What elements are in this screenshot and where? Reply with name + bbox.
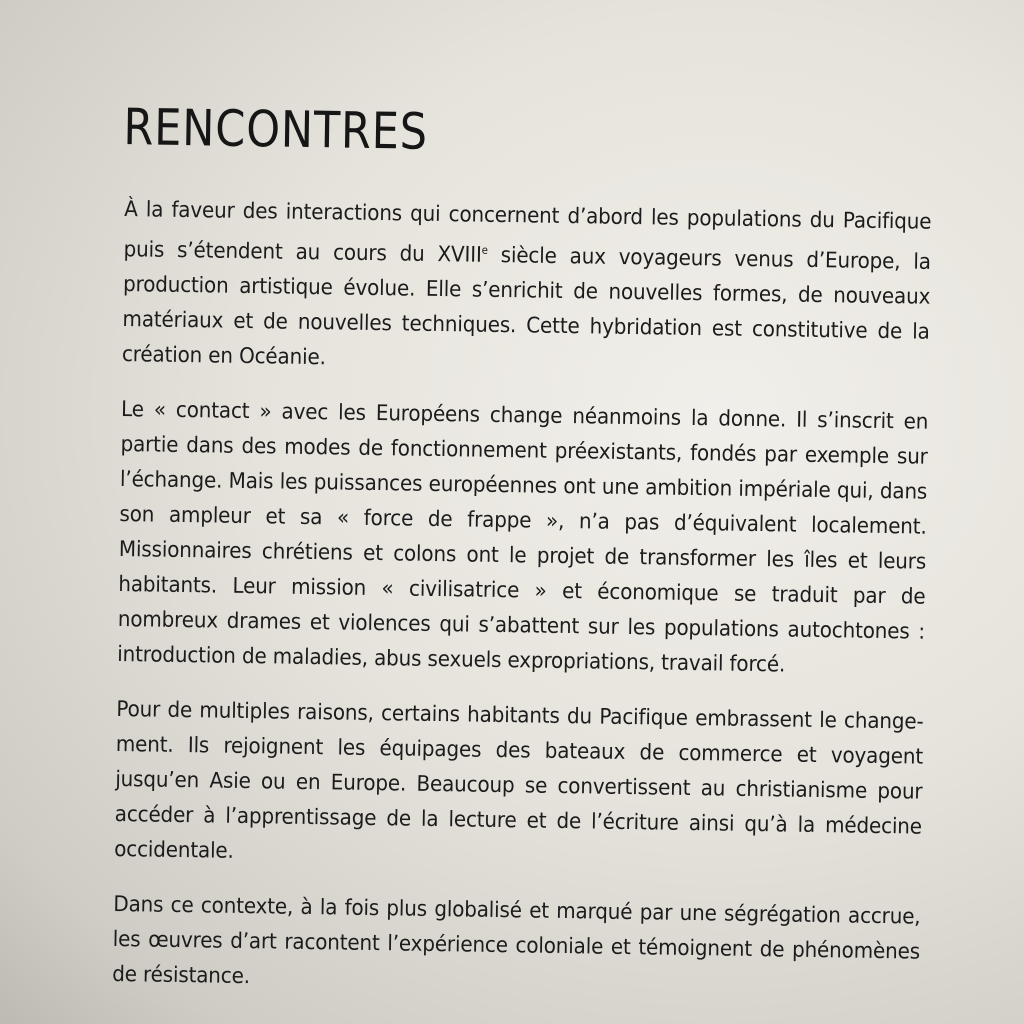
panel-title: RENCONTRES: [123, 98, 429, 161]
wall-text-panel: [108, 98, 930, 1024]
paragraph-1-start: À la faveur des interactions qui concernent d’abord les populations du Pacifique puis s’étendent au cours du XVIII: [123, 197, 932, 268]
paragraph-1: [122, 192, 932, 385]
paragraph-1-end: siècle aux voyageurs venus d’Europe, la production artistique évolue. Elle s’enrichit de nouvelles formes, de nouveaux matériaux et de nouvelles techniques. Cette hybridation est constitutive de la création en Océanie.: [121, 242, 931, 371]
paragraph-3: Pour de multiples raisons, certains habitants du Pacifique embrassent le change-ment. Ils rejoignent les équipages des bateaux de commerce et voyagent jusqu’en Asie ou en Europe. Beaucoup se convertissent au christianisme pour accéder à l’apprentissage de la lecture et de l’écriture ainsi qu’à la médecine occidentale.: [113, 697, 924, 865]
century-superscript: e: [481, 243, 488, 257]
paragraph-4: Dans ce contexte, à la fois plus globalisé et marqué par une ségrégation accrue, les œuvres d’art racontent l’expérience coloniale et témoignent de phénomènes de résistance.: [112, 892, 921, 990]
paragraph-2: Le « contact » avec les Européens change néanmoins la donne. Il s’inscrit en partie dans des modes de fonctionnement préexistants, fondés par exemple sur l’échange. Mais les puissances européennes ont une ambition impériale qui, dans son ampleur et sa « force de frappe », n’a pas d’équivalent localement. Missionnaires chrétiens et colons ont le projet de transformer les îles et leurs habitants. Leur mission « civilisatrice » et économique se traduit par de nombreux drames et violences qui s’abattent sur les populations autochtones : introduction de maladies, abus sexuels expropriations, travail forcé.: [117, 397, 929, 678]
